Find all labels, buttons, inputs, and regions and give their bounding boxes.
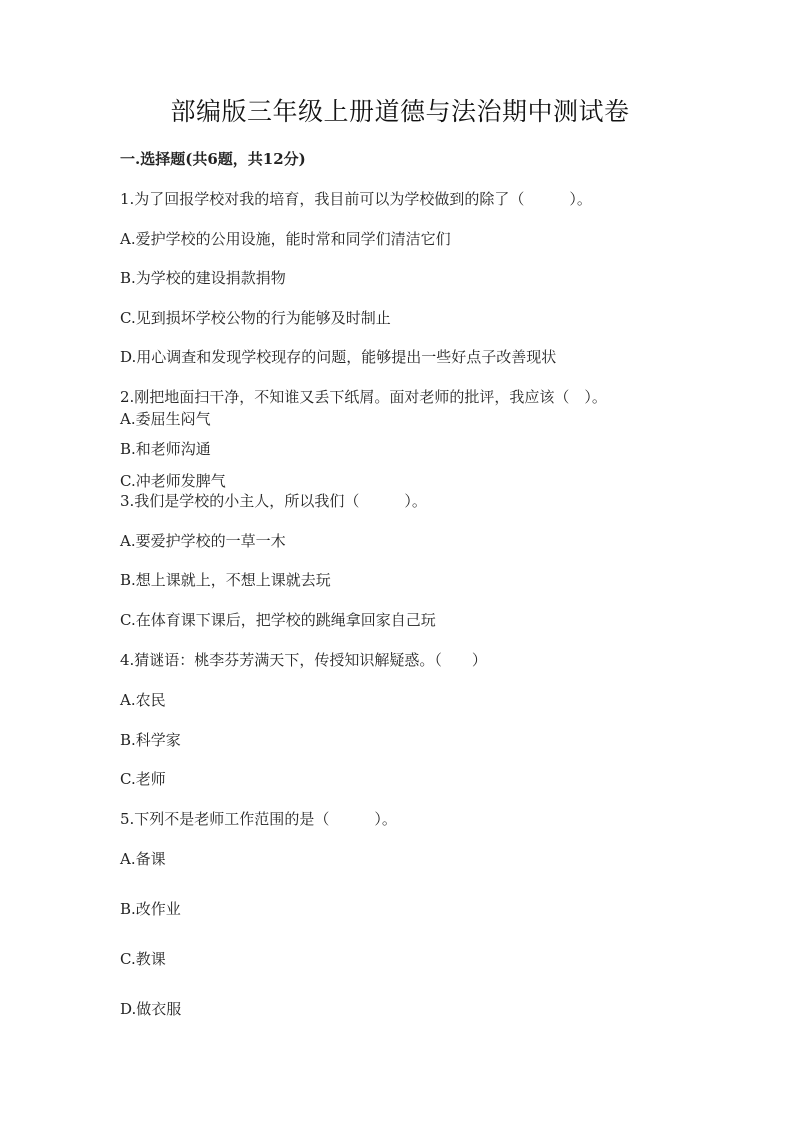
question-4-option-b: B.科学家 — [120, 731, 181, 749]
question-1-option-c: C.见到损坏学校公物的行为能够及时制止 — [120, 309, 391, 327]
question-2-stem: 2.刚把地面扫干净，不知谁又丢下纸屑。面对老师的批评，我应该（ ）。 — [120, 388, 607, 406]
question-3-stem: 3.我们是学校的小主人，所以我们（ ）。 — [120, 492, 427, 510]
question-5-stem: 5.下列不是老师工作范围的是（ ）。 — [120, 810, 397, 828]
section-heading: 一.选择题(共6题，共12分) — [120, 150, 306, 168]
question-3-option-c: C.在体育课下课后，把学校的跳绳拿回家自己玩 — [120, 611, 436, 629]
question-4-option-a: A.农民 — [120, 691, 166, 709]
question-4-stem: 4.猜谜语：桃李芬芳满天下，传授知识解疑惑。（ ） — [120, 651, 487, 669]
question-1-option-a: A.爱护学校的公用设施，能时常和同学们清洁它们 — [120, 230, 451, 248]
question-3-option-b: B.想上课就上，不想上课就去玩 — [120, 571, 331, 589]
question-3-option-a: A.要爱护学校的一草一木 — [120, 532, 286, 550]
question-2-option-c: C.冲老师发脾气 — [120, 472, 226, 490]
question-5-option-c: C.教课 — [120, 950, 166, 968]
question-1-stem: 1.为了回报学校对我的培育，我目前可以为学校做到的除了（ ）。 — [120, 190, 592, 208]
question-2-option-b: B.和老师沟通 — [120, 440, 211, 458]
question-2-option-a: A.委屈生闷气 — [120, 410, 211, 428]
question-1-option-b: B.为学校的建设捐款捐物 — [120, 269, 286, 287]
question-5-option-b: B.改作业 — [120, 900, 181, 918]
question-4-option-c: C.老师 — [120, 770, 166, 788]
question-5-option-a: A.备课 — [120, 850, 166, 868]
question-1-option-d: D.用心调查和发现学校现存的问题，能够提出一些好点子改善现状 — [120, 348, 557, 366]
page-title: 部编版三年级上册道德与法治期中测试卷 — [170, 97, 630, 126]
question-5-option-d: D.做衣服 — [120, 1000, 182, 1018]
